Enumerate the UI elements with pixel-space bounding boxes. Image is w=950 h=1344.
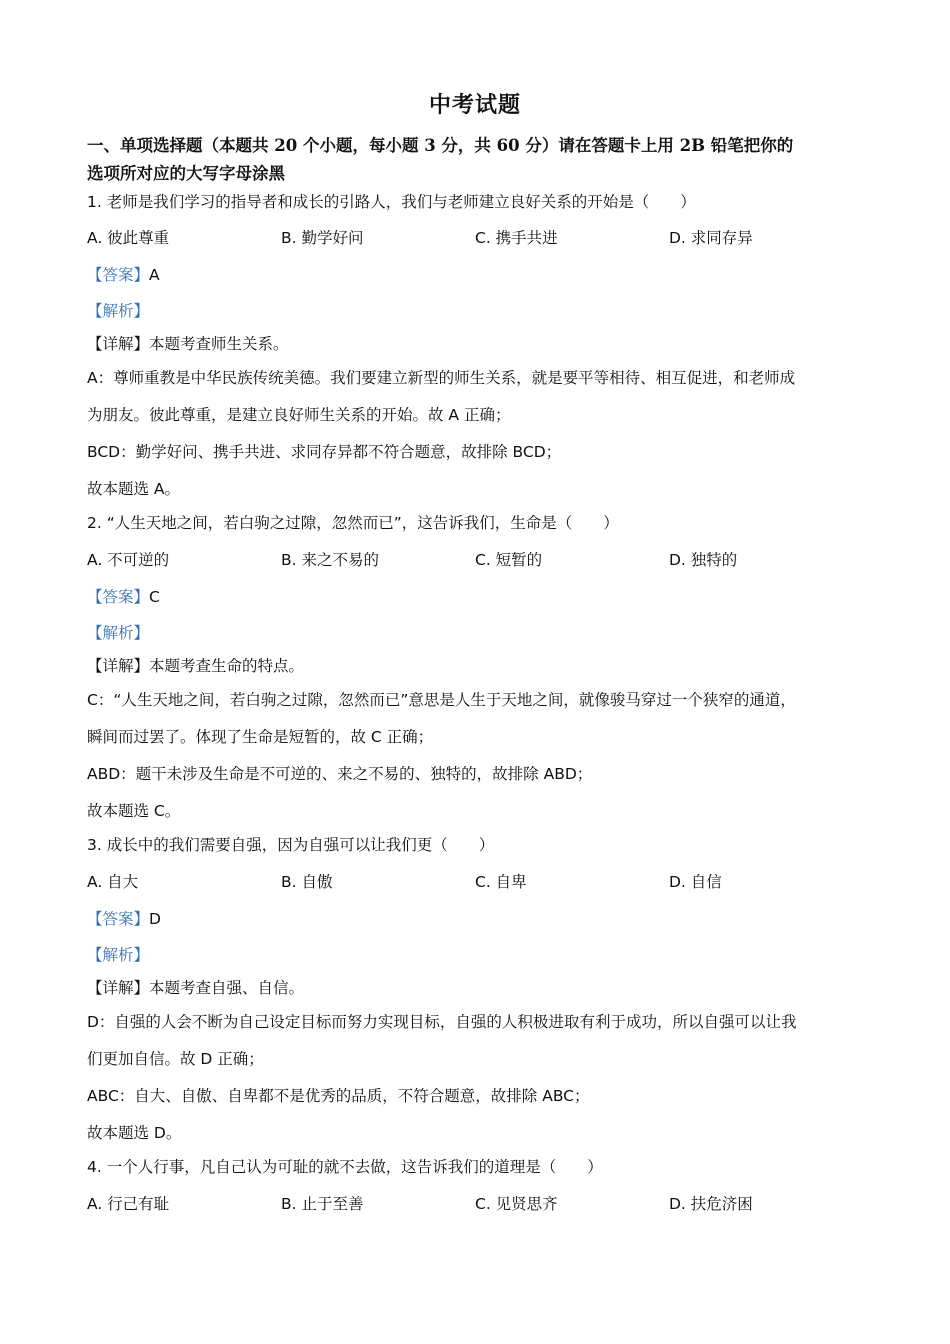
question-3-option-d: D. 自信 <box>669 873 722 891</box>
answer-label: 【答案】 <box>87 910 150 928</box>
question-1-option-b: B. 勤学好问 <box>281 229 364 247</box>
detail-label: 【详解】 <box>87 979 150 997</box>
question-3-explanation-line: ABC：自大、自傲、自卑都不是优秀的品质，不符合题意，故排除 ABC； <box>87 1087 590 1105</box>
question-2-analysis-label: 【解析】 <box>87 624 150 642</box>
question-1-explanation-line: 为朋友。彼此尊重，是建立良好师生关系的开始。故 A 正确； <box>87 406 511 424</box>
question-1-explanation-line: 故本题选 A。 <box>87 480 181 498</box>
question-4-option-c: C. 见贤思齐 <box>475 1195 558 1213</box>
page-title: 中考试题 <box>428 92 521 118</box>
section-heading-line1: 一、单项选择题（本题共 20 个小题，每小题 3 分，共 60 分）请在答题卡上用 2B 铅笔把你的 <box>87 136 794 155</box>
detail-label: 【详解】 <box>87 335 150 353</box>
question-2-option-d: D. 独特的 <box>669 551 738 569</box>
question-3-detail <box>87 977 877 999</box>
question-2-detail <box>87 655 877 677</box>
question-4-option-d: D. 扶危济困 <box>669 1195 753 1213</box>
question-3-answer <box>87 908 877 930</box>
question-3-explanation-line: 们更加自信。故 D 正确； <box>87 1050 264 1068</box>
question-3-stem: 3. 成长中的我们需要自强，因为自强可以让我们更（ ） <box>87 836 495 854</box>
question-4-stem: 4. 一个人行事，凡自己认为可耻的就不去做，这告诉我们的道理是（ ） <box>87 1158 603 1176</box>
detail-text: 本题考查自强、自信。 <box>149 979 305 997</box>
question-2-stem: 2. “人生天地之间，若白驹之过隙，忽然而已”，这告诉我们，生命是（ ） <box>87 514 619 532</box>
answer-value: C <box>149 588 160 606</box>
question-2-explanation-line: 瞬间而过罢了。体现了生命是短暂的，故 C 正确； <box>87 728 434 746</box>
question-1-option-c: C. 携手共进 <box>475 229 558 247</box>
question-1-stem: 1. 老师是我们学习的指导者和成长的引路人，我们与老师建立良好关系的开始是（ ） <box>87 193 696 211</box>
question-2-explanation-line: 故本题选 C。 <box>87 802 181 820</box>
question-3-explanation-line: 故本题选 D。 <box>87 1124 182 1142</box>
detail-label: 【详解】 <box>87 657 150 675</box>
question-2-explanation-line: ABD：题干未涉及生命是不可逆的、来之不易的、独特的，故排除 ABD； <box>87 765 593 783</box>
question-3-option-a: A. 自大 <box>87 873 139 891</box>
question-3-option-b: B. 自傲 <box>281 873 333 891</box>
question-2-option-a: A. 不可逆的 <box>87 551 170 569</box>
question-2-option-c: C. 短暂的 <box>475 551 543 569</box>
question-4-option-a: A. 行己有耻 <box>87 1195 170 1213</box>
question-2-explanation-line: C：“人生天地之间，若白驹之过隙，忽然而已”意思是人生于天地之间，就像骏马穿过一个狭窄的通道， <box>87 691 796 709</box>
question-2-option-b: B. 来之不易的 <box>281 551 379 569</box>
answer-value: D <box>149 910 161 928</box>
question-1-option-a: A. 彼此尊重 <box>87 229 170 247</box>
question-3-option-c: C. 自卑 <box>475 873 527 891</box>
detail-text: 本题考查生命的特点。 <box>149 657 305 675</box>
question-3-explanation-line: D：自强的人会不断为自己设定目标而努力实现目标，自强的人积极进取有利于成功，所以自强可以让我 <box>87 1013 797 1031</box>
question-1-answer <box>87 264 877 286</box>
section-heading-line2: 选项所对应的大写字母涂黑 <box>87 164 285 183</box>
question-1-explanation-line: BCD：勤学好问、携手共进、求同存异都不符合题意，故排除 BCD； <box>87 443 562 461</box>
question-1-analysis-label: 【解析】 <box>87 302 150 320</box>
question-2-answer <box>87 586 877 608</box>
question-3-analysis-label: 【解析】 <box>87 946 150 964</box>
question-1-detail <box>87 333 877 355</box>
question-1-explanation-line: A：尊师重教是中华民族传统美德。我们要建立新型的师生关系，就是要平等相待、相互促进，和老师成 <box>87 369 796 387</box>
answer-value: A <box>149 266 160 284</box>
detail-text: 本题考查师生关系。 <box>149 335 289 353</box>
answer-label: 【答案】 <box>87 588 150 606</box>
answer-label: 【答案】 <box>87 266 150 284</box>
question-1-option-d: D. 求同存异 <box>669 229 753 247</box>
section-heading <box>87 132 867 188</box>
question-4-option-b: B. 止于至善 <box>281 1195 364 1213</box>
